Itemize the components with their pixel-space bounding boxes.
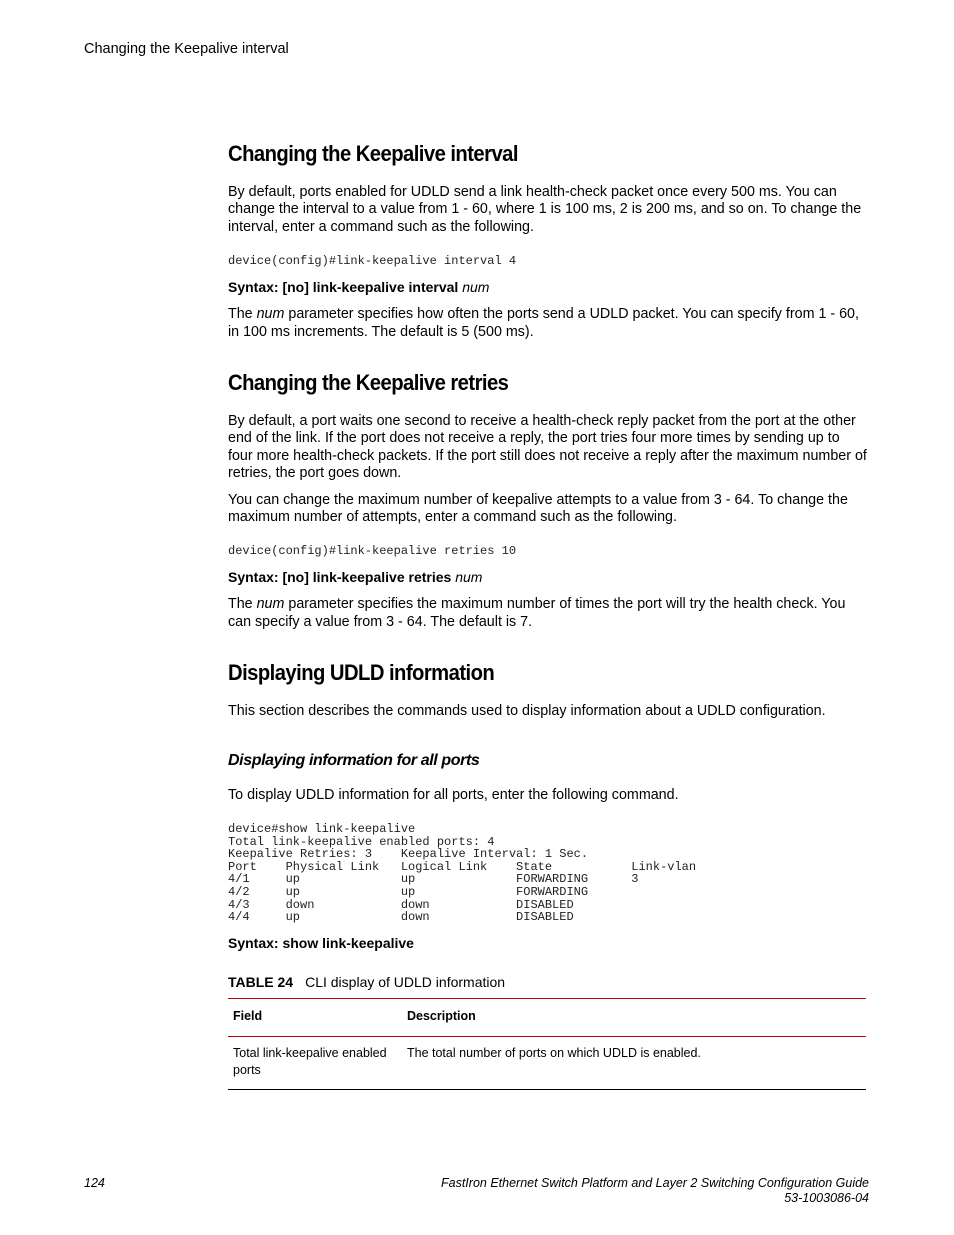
footer-book-title: FastIron Ethernet Switch Platform and Layer 2 Switching Configuration Guide [441, 1176, 869, 1190]
table-row [228, 1036, 866, 1089]
display-paragraph-1: This section describes the commands used to display information about a UDLD configuration. [228, 703, 826, 720]
interval-desc-pre: The [228, 306, 257, 323]
retries-paragraph-2: You can change the maximum number of keepalive attempts to a value from 3 - 64. To change the maximum number of attempts, enter a command such as the following. [228, 491, 848, 526]
retries-paragraph-1: By default, a port waits one second to receive a health-check reply packet from the port at the other end of the link. If the port does not receive a reply, the port tries four more times by sending up to four more health-check packets. If the port still does not receive a reply after the maximum number of retries, the port goes down. [228, 413, 867, 482]
footer-doc-number: 53-1003086-04 [784, 1191, 869, 1205]
udld-info-table [228, 998, 866, 1090]
retries-syntax-param: num [455, 569, 483, 586]
display-syntax: Syntax: show link-keepalive [228, 934, 414, 951]
table-header-description: Description [402, 998, 866, 1036]
retries-syntax [228, 569, 868, 586]
table-cell-description: The total number of ports on which UDLD is enabled. [402, 1036, 866, 1089]
table-caption-text: CLI display of UDLD information [305, 974, 506, 991]
retries-description [228, 596, 868, 631]
table-header-row [228, 998, 866, 1036]
interval-paragraph: By default, ports enabled for UDLD send a link health-check packet once every 500 ms. You can change the interval to a value from 1 - 60, where 1 is 100 ms, 2 is 200 ms, and so on. To change the interval, enter a command such as the following. [228, 184, 862, 235]
interval-desc-param: num [256, 306, 285, 323]
heading-keepalive-retries: Changing the Keepalive retries [228, 370, 509, 396]
display-paragraph-2: To display UDLD information for all ports, enter the following command. [228, 786, 679, 803]
retries-syntax-command: Syntax: [no] link-keepalive retries [228, 569, 456, 586]
heading-keepalive-interval: Changing the Keepalive interval [228, 141, 518, 166]
retries-code: device(config)#link-keepalive retries 10 [228, 544, 517, 559]
interval-code: device(config)#link-keepalive interval 4 [228, 254, 517, 269]
retries-desc-post: parameter specifies the maximum number of times the port will try the health check. You can specify a value from 3 - 64. The default is 7. [228, 596, 846, 630]
retries-desc-pre: The [228, 596, 257, 613]
running-header: Changing the Keepalive interval [84, 41, 289, 57]
interval-syntax-param: num [462, 278, 490, 295]
show-link-keepalive-output: device#show link-keepalive Total link-keepalive enabled ports: 4 Keepalive Retries: 3 Keepalive Interval: 1 Sec. Port Physical Link Logical Link State Link-vlan 4/1 up up FORWARDING 3 4/2 up up FORWARDING 4/3 down down DISABLED 4/4 up down DISABLED [228, 822, 697, 925]
subheading-all-ports: Displaying information for all ports [228, 751, 480, 769]
retries-desc-param: num [256, 596, 285, 613]
page-number: 124 [84, 1176, 105, 1190]
interval-desc-post: parameter specifies how often the ports send a UDLD packet. You can specify from 1 - 60, in 100 ms increments. The default is 5 (500 ms). [228, 306, 859, 340]
table-header-field: Field [228, 998, 402, 1036]
table-label: TABLE 24 [228, 974, 294, 991]
table-caption [228, 974, 868, 991]
interval-syntax-command: Syntax: [no] link-keepalive interval [228, 278, 463, 295]
table-cell-field: Total link-keepalive enabled ports [228, 1036, 402, 1089]
interval-syntax [228, 279, 868, 296]
page-content [228, 140, 868, 1090]
footer-book-info [441, 1176, 869, 1206]
heading-displaying-udld: Displaying UDLD information [228, 660, 495, 686]
interval-description [228, 306, 868, 341]
